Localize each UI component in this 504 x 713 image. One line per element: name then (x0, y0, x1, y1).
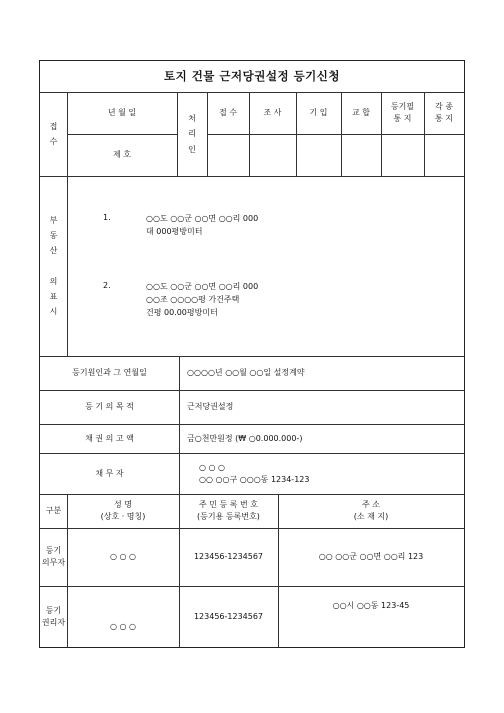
reception-label: 접 수 (49, 121, 58, 146)
obligee-address: ○○시 ○○동 123-45 (332, 601, 410, 610)
property-item-2: ○○도 ○○군 ○○면 ○○리 000 ○○조 ○○○○평 가건주택 건평 00.00평방미터 (146, 282, 259, 317)
obligor-label: 등기 의무자 (41, 546, 66, 567)
division-header: 구분 (45, 506, 62, 515)
purpose-label: 등 기 의 목 적 (85, 402, 134, 411)
obligor-address: ○○ ○○군 ○○면 ○○리 123 (318, 552, 424, 561)
obligee-label: 등기 권리자 (41, 605, 66, 627)
obligee-name: ○ ○ ○ (109, 621, 137, 631)
name-header: 성 명 (상호 · 명칭) (100, 500, 146, 521)
processor-label: 처 리 인 (188, 114, 196, 154)
purpose-value: 근저당권설정 (187, 402, 234, 411)
address-header: 주 소 (소 재 지) (353, 500, 389, 521)
property-label: 부 동 산 의 표 시 (49, 215, 58, 316)
property-item-2-no: 2. (103, 281, 111, 290)
col-entry: 기 입 (309, 108, 328, 117)
cause-date-value: ○○○○년 ○○월 ○○일 설정계약 (187, 368, 305, 377)
col-reception: 접 수 (219, 108, 237, 117)
col-completion-notice: 등기필 통 지 (390, 102, 415, 123)
application-form (39, 60, 465, 648)
debtor-label: 채 무 자 (95, 468, 124, 478)
debtor-value: ○ ○ ○ ○○ ○○구 ○○○동 1234-123 (199, 462, 310, 484)
property-item-1-no: 1. (103, 213, 111, 222)
claim-amount-label: 채 권 의 고 액 (85, 433, 134, 443)
reception-date: 년 월 일 (107, 108, 137, 117)
col-review: 조 사 (263, 108, 282, 117)
col-collation: 교 합 (352, 108, 370, 117)
reception-number: 제 호 (113, 150, 131, 159)
regno-header: 주 민 등 록 번 호 (등기용 등록번호) (197, 500, 260, 521)
col-various-notice: 각 종 통 지 (435, 102, 453, 123)
property-item-1: ○○도 ○○군 ○○면 ○○리 000 대 000평방미터 (146, 214, 259, 236)
obligor-name: ○ ○ ○ (109, 552, 137, 561)
claim-amount-value: 금○천만원정 (₩ ○0.000.000-) (187, 433, 303, 443)
obligee-regno: 123456-1234567 (193, 611, 264, 621)
cause-date-label: 등기원인과 그 연월일 (72, 368, 147, 377)
form-title: 토지 건물 근저당권설정 등기신청 (163, 68, 341, 83)
obligor-regno: 123456-1234567 (193, 552, 264, 561)
